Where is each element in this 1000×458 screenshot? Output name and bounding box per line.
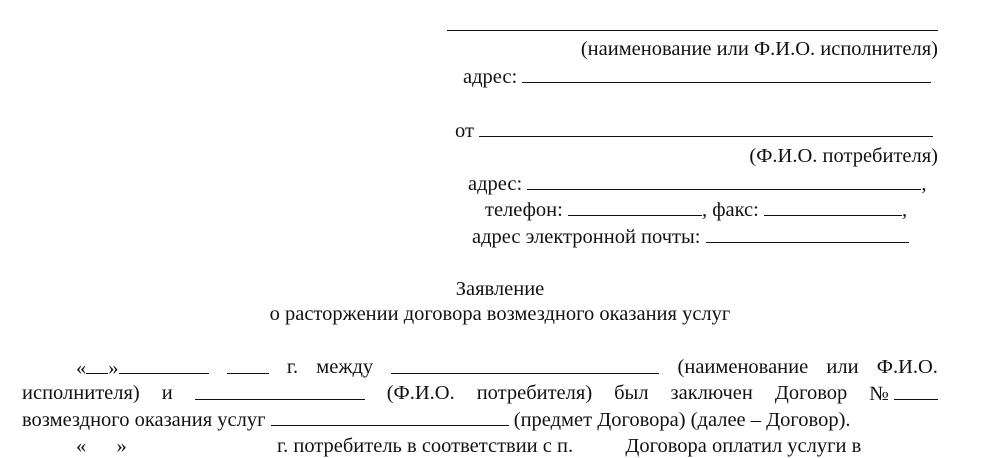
- phone-label: телефон:: [485, 199, 563, 221]
- document-title: Заявление: [455, 278, 545, 300]
- executor-address-blank: [522, 64, 931, 83]
- date-group: [76, 355, 209, 380]
- consumer-address-label: адрес:: [468, 173, 523, 195]
- executor-address-label: адрес:: [463, 66, 518, 88]
- from-row: [455, 118, 933, 143]
- body-text: Договора оплатил услуги в: [625, 435, 862, 457]
- caption-word: Ф.И.О.: [876, 356, 938, 378]
- caption-word: или: [826, 356, 859, 378]
- body-line-3: [22, 407, 851, 432]
- body-word: Договор: [774, 382, 848, 404]
- quote-close: »: [116, 435, 127, 457]
- quote-open: «: [76, 435, 87, 457]
- year-word: г.: [286, 356, 299, 378]
- body-word: потребителя): [476, 382, 593, 404]
- body-word: (Ф.И.О.: [386, 382, 455, 404]
- body-word: исполнителя): [22, 382, 140, 404]
- phone-fax-comma: ,: [901, 199, 908, 221]
- consumer-caption: (Ф.И.О. потребителя): [749, 145, 938, 167]
- number-sign: №: [869, 383, 889, 405]
- fax-blank: [764, 197, 902, 216]
- consumer-name-blank: [479, 118, 933, 137]
- executor-name-blank: [447, 12, 938, 31]
- executor-name-line: [447, 12, 938, 37]
- contract-number-blank: [894, 381, 938, 400]
- body-text: г. потребитель в соответствии с п.: [277, 435, 574, 457]
- phone-fax-row: [485, 197, 907, 222]
- consumer-address-comma: ,: [921, 173, 927, 195]
- consumer-address-row: [468, 171, 926, 196]
- consumer-blank-body: [195, 381, 365, 400]
- fax-label: , факс:: [701, 199, 759, 221]
- body-word: заключен: [670, 382, 753, 404]
- from-label: от: [455, 120, 474, 142]
- between-word: между: [316, 356, 374, 378]
- executor-address-row: [463, 64, 931, 89]
- day-blank: [86, 355, 108, 374]
- body-word: был: [614, 382, 649, 404]
- body-word: и: [161, 382, 173, 404]
- month-blank: [119, 355, 209, 374]
- subject-blank: [271, 407, 509, 426]
- email-row: [472, 224, 909, 249]
- body-line-2: [22, 381, 938, 406]
- phone-blank: [568, 197, 702, 216]
- executor-blank-body: [391, 355, 659, 374]
- body-text: возмездного оказания услуг: [22, 409, 266, 431]
- document-subtitle: о расторжении договора возмездного оказания услуг: [269, 303, 731, 325]
- contract-number: [869, 381, 938, 406]
- caption-word: (наименование: [677, 356, 809, 378]
- email-blank: [706, 224, 909, 243]
- quote-open: «: [76, 357, 87, 379]
- body-line-1: [76, 355, 938, 380]
- consumer-address-blank: [527, 171, 921, 190]
- executor-caption: (наименование или Ф.И.О. исполнителя): [580, 38, 938, 60]
- quote-close: »: [108, 357, 119, 379]
- body-text: (предмет Договора) (далее – Договор).: [513, 409, 851, 431]
- year-blank: [227, 355, 269, 374]
- email-label: адрес электронной почты:: [472, 226, 701, 248]
- body-line-4: [76, 434, 861, 458]
